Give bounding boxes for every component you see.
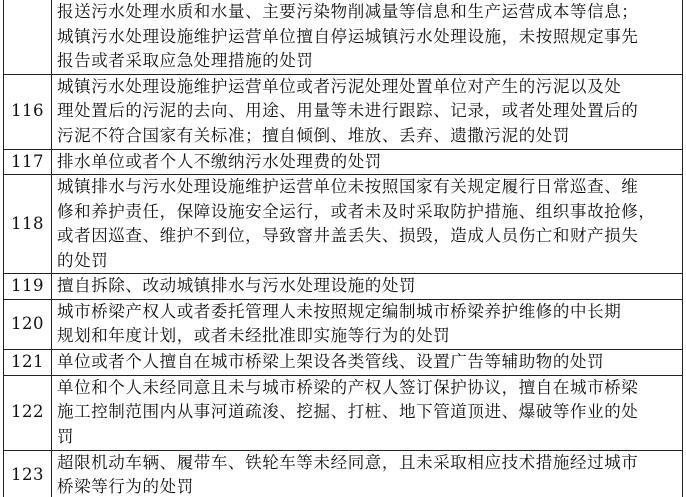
description-line: 超限机动车辆、履带车、铁轮车等未经同意，且未采取相应技术措施经过城市 [57,452,639,472]
table-row [4,74,683,149]
item-description-cell [52,149,683,175]
table-row [4,0,683,74]
item-number-cell: 123 [4,450,52,497]
item-number-cell: 119 [4,274,52,300]
description-line: 修和养护责任，保障设施安全运行，或者未及时采取防护措施、组织事故抢修， [57,201,656,221]
description-line: 单位和个人未经同意且未与城市桥梁的产权人签订保护协议，擅自在城市桥梁 [57,377,639,397]
description-line: 报告或者采取应急处理措施的处罚 [57,51,314,70]
item-number-cell: 117 [4,149,52,175]
description-line: 理处置后的污泥的去向、用途、用量等未进行跟踪、记录，或者处理处置后的 [57,101,639,121]
description-line: 城镇污水处理设施维护运营单位或者污泥处理处置单位对产生的污泥以及处 [57,76,622,96]
item-description-cell [52,175,683,274]
item-number-cell: 116 [4,74,52,149]
item-description-cell [52,274,683,300]
description-line: 城镇污水处理设施维护运营单位擅自停运城镇污水处理设施，未按照规定事先 [57,26,639,46]
description-line: 排水单位或者个人不缴纳污水处理费的处罚 [57,151,382,171]
item-description-cell [52,349,683,375]
penalty-items-table [3,0,683,497]
description-line: 报送污水处理水质和水量、主要污染物削减量等信息和生产运营成本等信息； [57,2,639,21]
description-line: 擅自拆除、改动城镇排水与污水处理设施的处罚 [57,276,417,295]
description-line: 污泥不符合国家有关标准；擅自倾倒、堆放、丢弃、遗撒污泥的处罚 [57,125,570,145]
table-row [4,175,683,274]
table-row [4,375,683,450]
table-row [4,299,683,349]
item-number-cell: 118 [4,175,52,274]
item-number-cell: 122 [4,375,52,450]
item-description-cell [52,375,683,450]
table-row [4,349,683,375]
description-line: 桥梁等行为的处罚 [57,477,194,496]
description-line: 单位或者个人擅自在城市桥梁上架设各类管线、设置广告等辅助物的处罚 [57,351,605,371]
table-row [4,149,683,175]
table-row [4,450,683,497]
item-description-cell [52,0,683,74]
item-number-cell [4,0,52,74]
item-description-cell [52,74,683,149]
item-description-cell [52,299,683,349]
description-line: 城镇排水与污水处理设施维护运营单位未按照国家有关规定履行日常巡查、维 [57,177,639,196]
item-description-cell [52,450,683,497]
item-number-cell: 120 [4,299,52,349]
description-line: 的处罚 [57,250,109,270]
description-line: 规划和年度计划，或者未经批准即实施等行为的处罚 [57,326,451,345]
description-line: 施工控制范围内从事河道疏浚、挖掘、打桩、地下管道顶进、爆破等作业的处 [57,402,639,422]
description-line: 罚 [57,426,75,446]
description-line: 城市桥梁产权人或者委托管理人未按照规定编制城市桥梁养护维修的中长期 [57,301,622,321]
description-line: 或者因巡查、维护不到位，导致窨井盖丢失、损毁，造成人员伤亡和财产损失 [57,226,639,245]
table-row [4,274,683,300]
item-number-cell: 121 [4,349,52,375]
